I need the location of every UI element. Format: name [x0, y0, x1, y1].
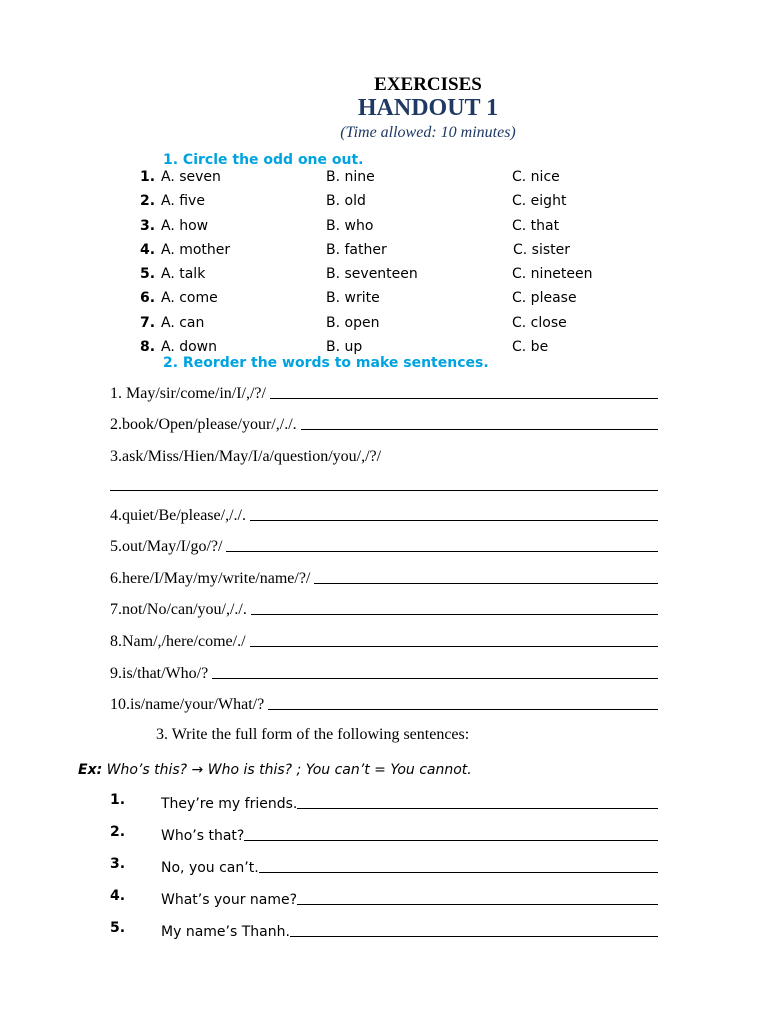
- answer-blank[interactable]: [314, 582, 658, 584]
- section2-heading: 2. Reorder the words to make sentences.: [163, 355, 489, 371]
- list-item: [0, 290, 768, 312]
- list-item: [0, 169, 768, 191]
- option-c: C. be: [512, 339, 549, 355]
- option-c: C. that: [512, 218, 560, 234]
- scrambled-words: 3.ask/Miss/Hien/May/I/a/question/you/,/?/: [110, 448, 382, 465]
- answer-blank[interactable]: [110, 490, 658, 491]
- page-title: EXERCISES: [374, 74, 482, 95]
- item-number: 8.: [140, 339, 156, 355]
- item-number: 7.: [140, 315, 156, 331]
- example-line: [78, 762, 472, 778]
- item-number: 5.: [140, 266, 156, 282]
- scrambled-words: 7.not/No/can/you/,/./.: [110, 601, 247, 618]
- answer-blank[interactable]: [268, 708, 658, 710]
- answer-blank[interactable]: [301, 428, 658, 430]
- list-item: [110, 792, 658, 812]
- list-item: [110, 599, 658, 619]
- list-item: [110, 888, 658, 908]
- option-b: B. write: [326, 290, 380, 306]
- scrambled-words: 4.quiet/Be/please/,/./.: [110, 507, 246, 524]
- answer-blank[interactable]: [244, 840, 658, 841]
- scrambled-words: 9.is/that/Who/?: [110, 665, 209, 682]
- scrambled-words: 6.here/I/May/my/write/name/?/: [110, 570, 311, 587]
- section1-heading: 1. Circle the odd one out.: [163, 152, 364, 168]
- list-item: [0, 315, 768, 337]
- answer-blank[interactable]: [297, 808, 658, 809]
- option-c: C. sister: [513, 242, 571, 258]
- option-a: A. five: [161, 193, 205, 209]
- option-a: A. come: [161, 290, 218, 306]
- time-allowed: (Time allowed: 10 minutes): [340, 124, 516, 141]
- answer-blank[interactable]: [212, 677, 658, 679]
- option-b: B. seventeen: [326, 266, 418, 282]
- option-a: A. can: [161, 315, 205, 331]
- contraction-sentence: Who’s that?: [161, 828, 245, 844]
- contraction-sentence: What’s your name?: [161, 892, 298, 908]
- section3-heading: 3. Write the full form of the following sentences:: [156, 726, 470, 743]
- list-item: [110, 856, 658, 876]
- example-text: Who’s this? → Who is this? ; You can’t = You cannot.: [102, 762, 472, 778]
- option-b: B. old: [326, 193, 366, 209]
- option-a: A. talk: [161, 266, 206, 282]
- handout-title: HANDOUT 1: [357, 95, 499, 121]
- item-number: 2.: [140, 193, 156, 209]
- option-c: C. close: [512, 315, 567, 331]
- option-c: C. nice: [512, 169, 560, 185]
- item-number: 3.: [110, 856, 126, 872]
- list-item: [110, 414, 658, 434]
- option-a: A. mother: [161, 242, 231, 258]
- option-b: B. father: [326, 242, 387, 258]
- option-b: B. who: [326, 218, 374, 234]
- answer-blank[interactable]: [250, 645, 658, 647]
- option-b: B. up: [326, 339, 363, 355]
- list-item: [110, 536, 658, 556]
- list-item: [110, 694, 658, 714]
- option-c: C. please: [512, 290, 577, 306]
- option-c: C. eight: [512, 193, 567, 209]
- item-number: 2.: [110, 824, 126, 840]
- item-number: 5.: [110, 920, 126, 936]
- option-a: A. how: [161, 218, 209, 234]
- option-b: B. nine: [326, 169, 375, 185]
- answer-blank[interactable]: [226, 550, 658, 552]
- list-item: [110, 663, 658, 683]
- contraction-sentence: They’re my friends.: [161, 796, 298, 812]
- list-item: [110, 505, 658, 525]
- contraction-sentence: My name’s Thanh.: [161, 924, 290, 940]
- answer-blank[interactable]: [297, 904, 658, 905]
- list-item: [0, 242, 768, 264]
- list-item: [110, 446, 658, 466]
- scrambled-words: 1. May/sir/come/in/I/,/?/: [110, 385, 266, 402]
- scrambled-words: 5.out/May/I/go/?/: [110, 538, 223, 555]
- item-number: 6.: [140, 290, 156, 306]
- answer-blank[interactable]: [259, 872, 658, 873]
- option-a: A. seven: [161, 169, 221, 185]
- scrambled-words: 10.is/name/your/What/?: [110, 696, 265, 713]
- option-a: A. down: [161, 339, 218, 355]
- item-number: 3.: [140, 218, 156, 234]
- list-item: [110, 824, 658, 844]
- list-item: [0, 193, 768, 215]
- answer-blank[interactable]: [270, 397, 658, 399]
- list-item: [110, 383, 658, 403]
- contraction-sentence: No, you can’t.: [161, 860, 259, 876]
- item-number: 1.: [140, 169, 156, 185]
- item-number: 4.: [140, 242, 156, 258]
- item-number: 1.: [110, 792, 126, 808]
- option-b: B. open: [326, 315, 380, 331]
- example-label: Ex:: [78, 762, 103, 778]
- list-item: [110, 568, 658, 588]
- answer-blank[interactable]: [290, 936, 658, 937]
- answer-blank[interactable]: [251, 613, 658, 615]
- item-number: 4.: [110, 888, 126, 904]
- list-item: [0, 218, 768, 240]
- scrambled-words: 2.book/Open/please/your/,/./.: [110, 416, 297, 433]
- option-c: C. nineteen: [512, 266, 593, 282]
- answer-blank[interactable]: [250, 519, 658, 521]
- list-item: [110, 631, 658, 651]
- list-item: [0, 266, 768, 288]
- list-item: [110, 920, 658, 940]
- scrambled-words: 8.Nam/,/here/come/./: [110, 633, 246, 650]
